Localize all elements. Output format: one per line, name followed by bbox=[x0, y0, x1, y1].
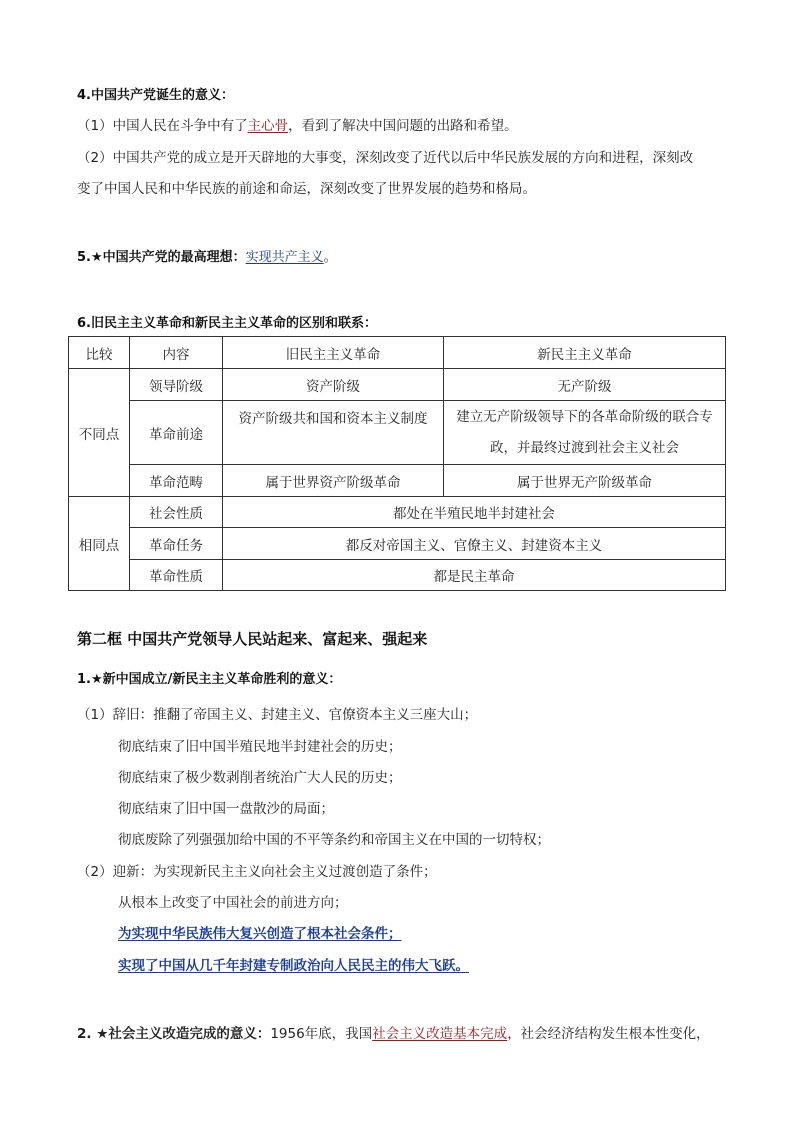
key-point-link[interactable]: 实现了中国从几千年封建专制政治向人民民主的伟大飞跃。 bbox=[118, 958, 469, 974]
text-segment: 。 bbox=[323, 250, 337, 265]
table-cell: 无产阶级 bbox=[444, 369, 726, 401]
table-cell: 革命性质 bbox=[130, 560, 223, 591]
key-point-link[interactable]: 为实现中华民族伟大复兴创造了根本社会条件； bbox=[118, 926, 402, 942]
table-header-row bbox=[69, 337, 726, 369]
table-header-cell: 旧民主主义革命 bbox=[223, 337, 444, 369]
table-header-cell: 内容 bbox=[130, 337, 223, 369]
table-row bbox=[69, 369, 726, 401]
point-1-line: （2）迎新：为实现新民主主义向社会主义过渡创造了条件； bbox=[77, 864, 437, 880]
frame-2-point-2-line bbox=[77, 1022, 710, 1042]
comparison-table bbox=[68, 336, 726, 591]
section-5-line bbox=[77, 246, 337, 265]
table-cell: 革命范畴 bbox=[130, 465, 223, 497]
table-cell: 都反对帝国主义、官僚主义、封建资本主义 bbox=[223, 528, 726, 560]
highlight-keyword: 社会主义改造基本完成 bbox=[372, 1026, 508, 1042]
table-header-cell: 比较 bbox=[69, 337, 130, 369]
table-cell: 属于世界资产阶级革命 bbox=[223, 465, 444, 497]
highlight-keyword: 主心骨 bbox=[247, 118, 289, 134]
point-1-line: 从根本上改变了中国社会的前进方向； bbox=[118, 895, 348, 911]
table-cell: 都是民主革命 bbox=[223, 560, 726, 591]
section-4-line-3: 变了中国人民和中华民族的前途和命运，深刻改变了世界发展的趋势和格局。 bbox=[77, 181, 536, 197]
same-group-label: 相同点 bbox=[69, 497, 130, 591]
table-row bbox=[69, 401, 726, 465]
frame-2-title: 第二框 中国共产党领导人民站起来、富起来、强起来 bbox=[77, 630, 428, 648]
text-segment: 1956年底，我国 bbox=[270, 1026, 373, 1042]
table-cell: 都处在半殖民地半封建社会 bbox=[223, 497, 726, 528]
table-header-cell: 新民主主义革命 bbox=[444, 337, 726, 369]
section-6-heading: 6.旧民主主义革命和新民主主义革命的区别和联系： bbox=[77, 316, 377, 331]
text-segment: （1）中国人民在斗争中有了 bbox=[77, 118, 248, 134]
point-1-line: 彻底结束了旧中国半殖民地半封建社会的历史； bbox=[118, 739, 402, 755]
table-row bbox=[69, 465, 726, 497]
table-cell: 革命任务 bbox=[130, 528, 223, 560]
table-cell: 革命前途 bbox=[130, 401, 223, 465]
text-segment: ，社会经济结构发生根本性变化， bbox=[507, 1026, 710, 1042]
table-row bbox=[69, 560, 726, 591]
table-cell: 领导阶级 bbox=[130, 369, 223, 401]
point-1-line: 彻底结束了旧中国一盘散沙的局面； bbox=[118, 801, 334, 817]
table-row bbox=[69, 528, 726, 560]
section-5-heading: 5.★中国共产党的最高理想： bbox=[77, 250, 246, 265]
section-4-line-2: （2）中国共产党的成立是开天辟地的大事变，深刻改变了近代以后中华民族发展的方向和进程，深刻改 bbox=[77, 150, 694, 166]
table-cell: 属于世界无产阶级革命 bbox=[444, 465, 726, 497]
section-4-heading: 4.中国共产党诞生的意义： bbox=[77, 88, 234, 103]
table-cell: 资产阶级 bbox=[223, 369, 444, 401]
point-1-line: （1）辞旧：推翻了帝国主义、封建主义、官僚资本主义三座大山； bbox=[77, 707, 478, 723]
frame-2-point-1-heading: 1.★新中国成立/新民主主义革命胜利的意义： bbox=[77, 672, 342, 687]
point-2-heading: 2. ★社会主义改造完成的意义： bbox=[77, 1026, 271, 1042]
highest-ideal-link[interactable]: 实现共产主义 bbox=[245, 250, 324, 265]
point-1-line: 彻底废除了列强强加给中国的不平等条约和帝国主义在中国的一切特权； bbox=[118, 832, 550, 848]
point-1-line: 彻底结束了极少数剥削者统治广大人民的历史； bbox=[118, 770, 402, 786]
table-cell: 社会性质 bbox=[130, 497, 223, 528]
text-segment: ，看到了解决中国问题的出路和希望。 bbox=[288, 118, 518, 134]
table-cell: 建立无产阶级领导下的各革命阶级的联合专政，并最终过渡到社会主义社会 bbox=[444, 401, 726, 465]
table-row bbox=[69, 497, 726, 528]
diff-group-label: 不同点 bbox=[69, 369, 130, 497]
section-4-line-1 bbox=[77, 114, 518, 134]
table-cell: 资产阶级共和国和资本主义制度 bbox=[223, 401, 444, 465]
